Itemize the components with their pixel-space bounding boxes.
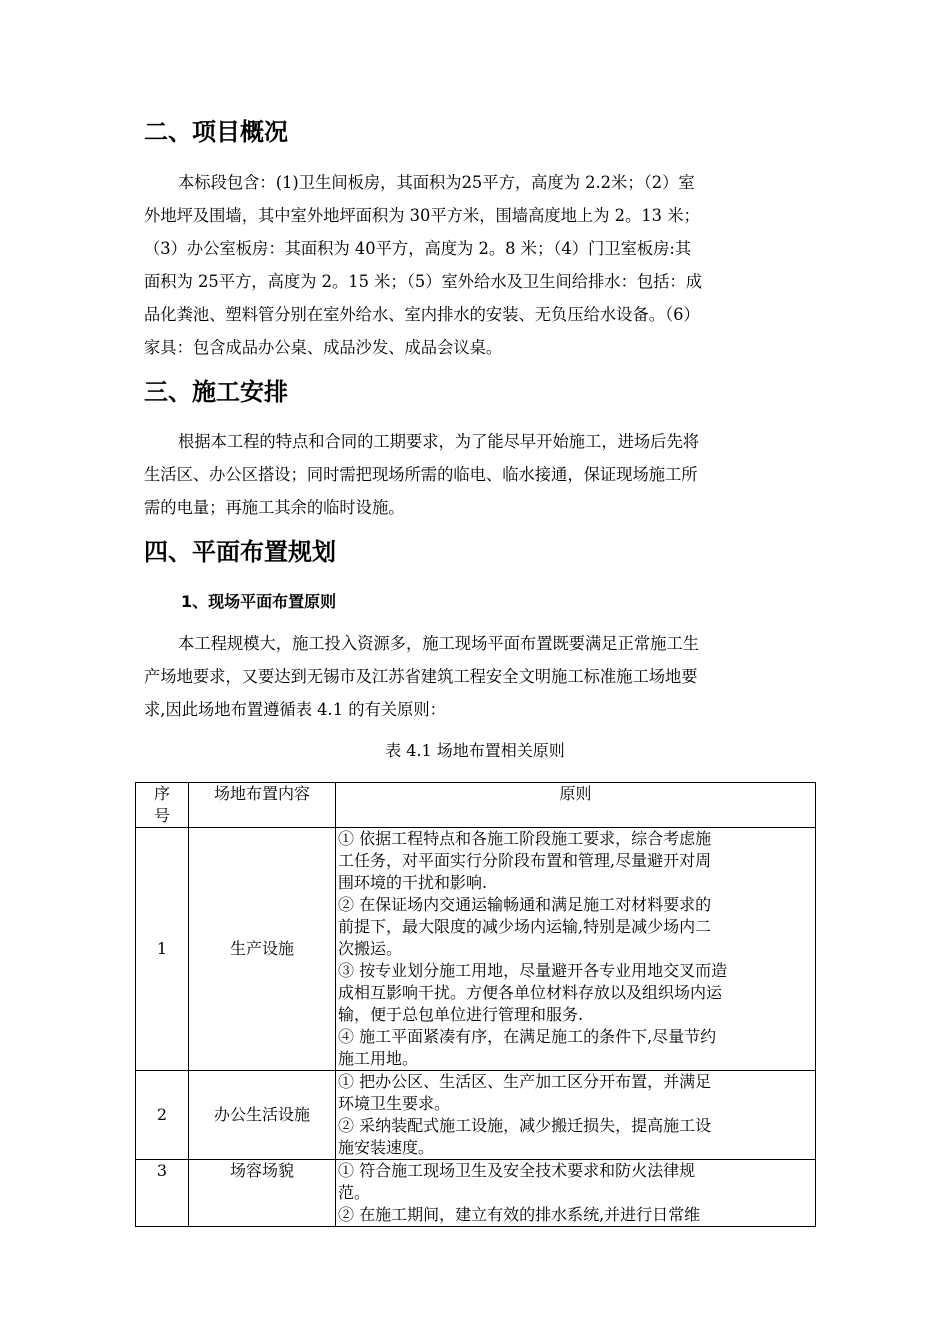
subsection-heading-layout-principles: 1、现场平面布置原则 xyxy=(181,592,337,611)
paragraph-line: 品化粪池、塑料管分别在室外给水、室内排水的安装、无负压给水设备。（6） xyxy=(144,305,700,324)
rule-line: 成相互影响干扰。方便各单位材料存放以及组织场内运 xyxy=(338,983,723,1002)
rule-line: ① 符合施工现场卫生及安全技术要求和防火法律规 xyxy=(338,1161,696,1180)
rule-line: 次搬运。 xyxy=(338,939,403,958)
table-caption: 表 4.1 场地布置相关原则 xyxy=(385,741,565,760)
section-heading-construction-arrangement: 三、施工安排 xyxy=(144,378,288,406)
paragraph-line: （3）办公室板房：其面积为 40平方，高度为 2。8 米；（4）门卫室板房:其 xyxy=(144,239,692,258)
header-cell-rule: 原则 xyxy=(336,783,816,828)
rule-line: ③ 按专业划分施工用地，尽量避开各专业用地交叉而造 xyxy=(338,961,728,980)
row-content: 生产设施 xyxy=(189,828,336,1071)
paragraph-line: 本标段包含：(1)卫生间板房，其面积为25平方，高度为 2.2米；（2）室 xyxy=(178,173,695,192)
paragraph-line: 本工程规模大，施工投入资源多，施工现场平面布置既要满足正常施工生 xyxy=(178,634,700,653)
construction-arrangement-paragraph xyxy=(144,425,804,524)
rule-line: 范。 xyxy=(338,1183,371,1202)
rule-line: ② 在保证场内交通运输畅通和满足施工对材料要求的 xyxy=(338,895,712,914)
section-heading-project-overview: 二、项目概况 xyxy=(144,118,288,146)
paragraph-line: 产场地要求，又要达到无锡市及江苏省建筑工程安全文明施工标准施工场地要 xyxy=(144,667,698,686)
row-rule xyxy=(336,828,816,1071)
paragraph-line: 需的电量；再施工其余的临时设施。 xyxy=(144,498,405,517)
row-rule xyxy=(336,1071,816,1160)
header-number-line: 号 xyxy=(153,806,170,825)
rule-line: 施工用地。 xyxy=(338,1049,419,1068)
layout-principles-paragraph xyxy=(144,627,804,726)
rule-line: ② 在施工期间，建立有效的排水系统,并进行日常维 xyxy=(338,1205,701,1224)
header-cell-content: 场地布置内容 xyxy=(189,783,336,828)
table-row xyxy=(136,828,816,1071)
header-cell-number xyxy=(136,783,189,828)
rule-line: ④ 施工平面紧凑有序，在满足施工的条件下,尽量节约 xyxy=(338,1027,717,1046)
section-heading-layout-planning: 四、平面布置规划 xyxy=(144,538,336,566)
row-number: 3 xyxy=(136,1160,189,1227)
rule-line: ② 采纳装配式施工设施，减少搬迁损失，提高施工设 xyxy=(338,1116,712,1135)
project-overview-paragraph xyxy=(144,166,804,364)
table-row xyxy=(136,1071,816,1160)
header-number-line: 序 xyxy=(153,784,170,803)
paragraph-line: 家具：包含成品办公桌、成品沙发、成品会议桌。 xyxy=(144,338,503,357)
table-header-row xyxy=(136,783,816,828)
paragraph-line: 生活区、办公区搭设；同时需把现场所需的临电、临水接通，保证现场施工所 xyxy=(144,465,698,484)
row-content: 办公生活设施 xyxy=(189,1071,336,1160)
paragraph-line: 外地坪及围墙，其中室外地坪面积为 30平方米，围墙高度地上为 2。13 米； xyxy=(144,206,700,225)
row-content: 场容场貌 xyxy=(189,1160,336,1227)
rule-line: 围环境的干扰和影响. xyxy=(338,873,488,892)
paragraph-line: 面积为 25平方，高度为 2。15 米；（5）室外给水及卫生间给排水：包括：成 xyxy=(144,272,702,291)
rule-line: 前提下，最大限度的减少场内运输,特别是减少场内二 xyxy=(338,917,712,936)
table-row xyxy=(136,1160,816,1227)
rule-line: 施安装速度。 xyxy=(338,1138,435,1157)
rule-line: 工任务，对平面实行分阶段布置和管理,尽量避开对周 xyxy=(338,851,712,870)
row-number: 2 xyxy=(136,1071,189,1160)
rule-line: ① 依据工程特点和各施工阶段施工要求，综合考虑施 xyxy=(338,829,712,848)
paragraph-line: 根据本工程的特点和合同的工期要求，为了能尽早开始施工，进场后先将 xyxy=(178,432,700,451)
rule-line: 输，便于总包单位进行管理和服务. xyxy=(338,1005,584,1024)
rule-line: 环境卫生要求。 xyxy=(338,1094,451,1113)
rule-line: ① 把办公区、生活区、生产加工区分开布置，并满足 xyxy=(338,1072,712,1091)
paragraph-line: 求,因此场地布置遵循表 4.1 的有关原则： xyxy=(144,700,446,719)
layout-principles-table xyxy=(135,782,816,1227)
row-rule xyxy=(336,1160,816,1227)
row-number: 1 xyxy=(136,828,189,1071)
